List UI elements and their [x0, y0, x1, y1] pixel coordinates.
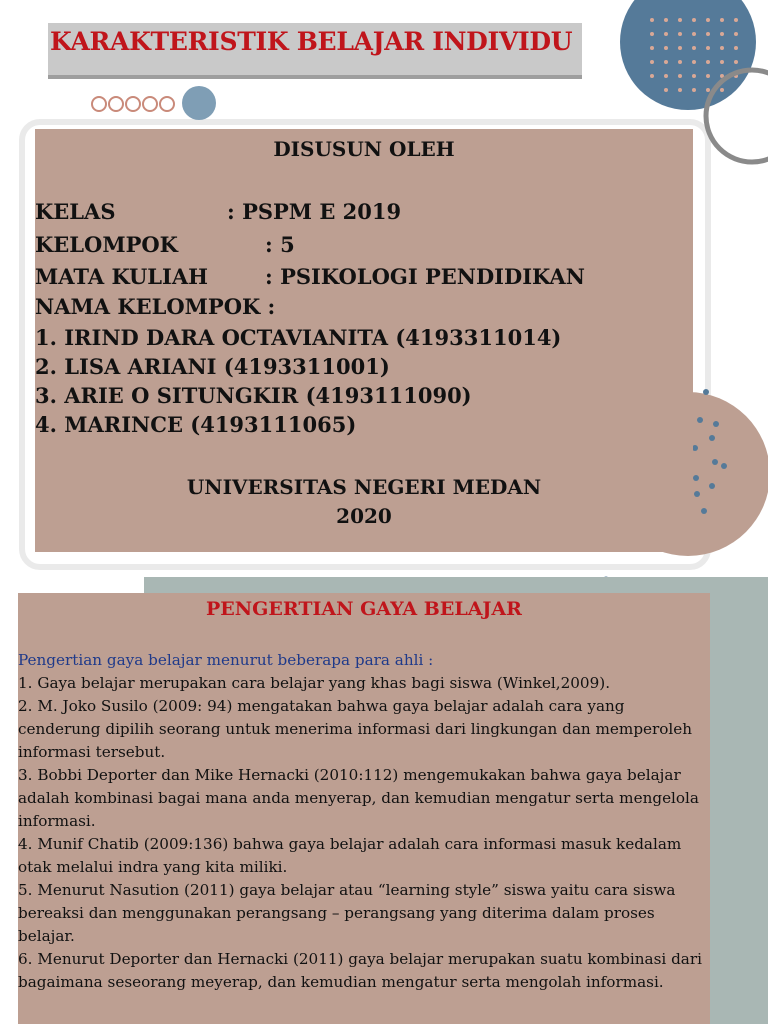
- list-item: 5. Menurut Nasution (2011) gaya belajar atau “learning style” siswa yaitu cara siswa bereaksi dan menggunakan perangsang – perangsang yang diterima dalam proses belajar.: [18, 881, 676, 945]
- blue-dot-decoration: [182, 86, 216, 120]
- member-item: 4. MARINCE (4193111065): [35, 412, 357, 437]
- matkul-value: : PSIKOLOGI PENDIDIKAN: [265, 264, 585, 289]
- section-body: [18, 649, 710, 994]
- matkul-label: MATA KULIAH: [35, 264, 209, 289]
- kelompok-label: KELOMPOK: [35, 232, 178, 257]
- member-item: 2. LISA ARIANI (4193311001): [35, 354, 390, 379]
- section-intro: Pengertian gaya belajar menurut beberapa para ahli :: [18, 651, 434, 669]
- list-item: 6. Menurut Deporter dan Hernacki (2011) gaya belajar merupakan suatu kombinasi dari bagaimana seseorang meyerap, dan kemudian mengatur serta mengolah informasi.: [18, 950, 702, 991]
- info-heading: DISUSUN OLEH: [273, 137, 455, 161]
- university-name: UNIVERSITAS NEGERI MEDAN: [186, 475, 542, 499]
- list-item: 1. Gaya belajar merupakan cara belajar yang khas bagi siswa (Winkel,2009).: [18, 674, 611, 692]
- page-title: KARAKTERISTIK BELAJAR INDIVIDU: [50, 27, 573, 56]
- list-item: 3. Bobbi Deporter dan Mike Hernacki (2010:112) mengemukakan bahwa gaya belajar adalah kombinasi bagai mana anda menyerap, dan kemudian mengatur serta mengelola informasi.: [18, 766, 699, 830]
- nama-kelompok-label: NAMA KELOMPOK :: [35, 294, 276, 319]
- list-item: 4. Munif Chatib (2009:136) bahwa gaya belajar adalah cara informasi masuk kedalam otak melalui indra yang kita miliki.: [18, 835, 682, 876]
- blue-circle-decoration: [620, 0, 756, 110]
- author-info-box: [35, 129, 693, 552]
- section-heading: PENGERTIAN GAYA BELAJAR: [206, 598, 522, 620]
- member-item: 1. IRIND DARA OCTAVIANITA (4193311014): [35, 325, 562, 350]
- small-circles-decoration: [92, 97, 174, 111]
- member-item: 3. ARIE O SITUNGKIR (4193111090): [35, 383, 472, 408]
- kelas-value: : PSPM E 2019: [227, 199, 402, 224]
- year: 2020: [336, 504, 392, 528]
- kelas-label: KELAS: [35, 199, 116, 224]
- list-item: 2. M. Joko Susilo (2009: 94) mengatakan bahwa gaya belajar adalah cara yang cenderung dipilih seorang untuk menerima informasi dari lingkungan dan memperoleh informasi tersebut.: [18, 697, 693, 761]
- kelompok-value: : 5: [265, 232, 295, 257]
